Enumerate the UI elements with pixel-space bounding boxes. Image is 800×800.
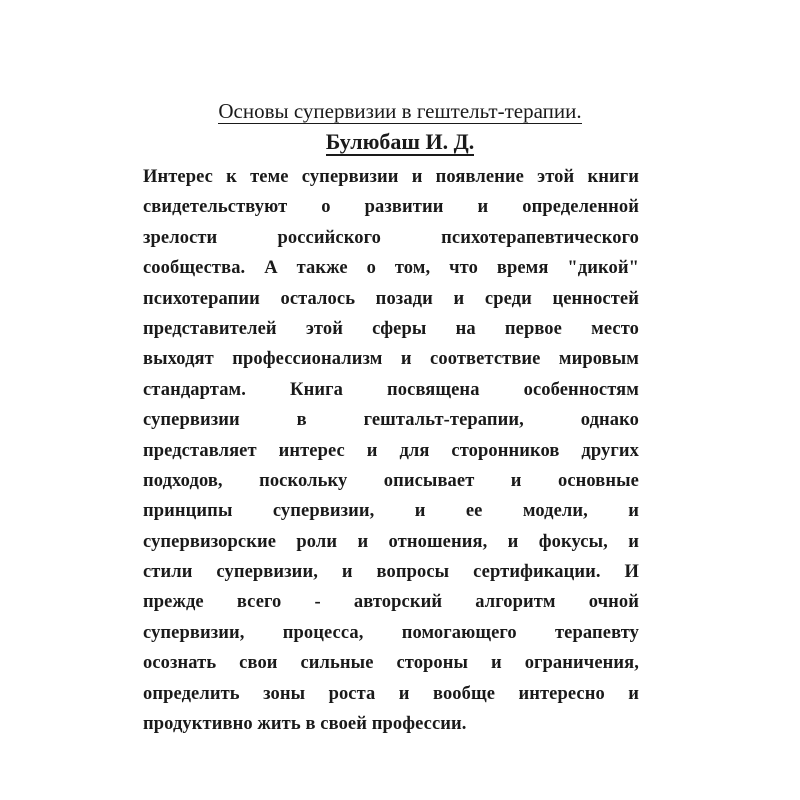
body-line: осознать свои сильные стороны и ограничения, [143, 653, 639, 674]
body-line: Интерес к теме супервизии и появление этой книги [143, 167, 639, 187]
body-line: зрелости российского психотерапевтического [143, 227, 639, 248]
body-line: продуктивно жить в своей профессии. [143, 714, 467, 735]
body-line: прежде всего - авторский алгоритм очной [143, 592, 639, 613]
body-line: свидетельствуют о развитии и определенной [143, 197, 639, 218]
body-paragraph [143, 162, 639, 739]
document-title [0, 96, 800, 126]
body-line: представителей этой сферы на первое место [143, 318, 639, 339]
body-line: стандартам. Книга посвящена особенностям [143, 379, 639, 400]
title-text: Основы супервизии в гештельт-терапии. [218, 99, 582, 123]
body-line: выходят профессионализм и соответствие мировым [143, 349, 639, 370]
body-line: супервизии в гештальт-терапии, однако [143, 410, 639, 431]
body-line: принципы супервизии, и ее модели, и [143, 501, 639, 522]
author-text: Булюбаш И. Д. [325, 129, 475, 154]
body-line: подходов, поскольку описывает и основные [143, 470, 639, 491]
body-line: сообщества. А также о том, что время "дикой" [143, 258, 639, 279]
body-line: определить зоны роста и вообще интересно и [143, 683, 639, 704]
body-line: супервизорские роли и отношения, и фокусы, и [143, 531, 639, 552]
body-line: представляет интерес и для сторонников других [143, 440, 639, 461]
body-line: стили супервизии, и вопросы сертификации. И [143, 562, 639, 583]
document-author [0, 127, 800, 157]
body-line: психотерапии осталось позади и среди ценностей [143, 288, 639, 309]
body-line: супервизии, процесса, помогающего терапевту [143, 622, 639, 643]
